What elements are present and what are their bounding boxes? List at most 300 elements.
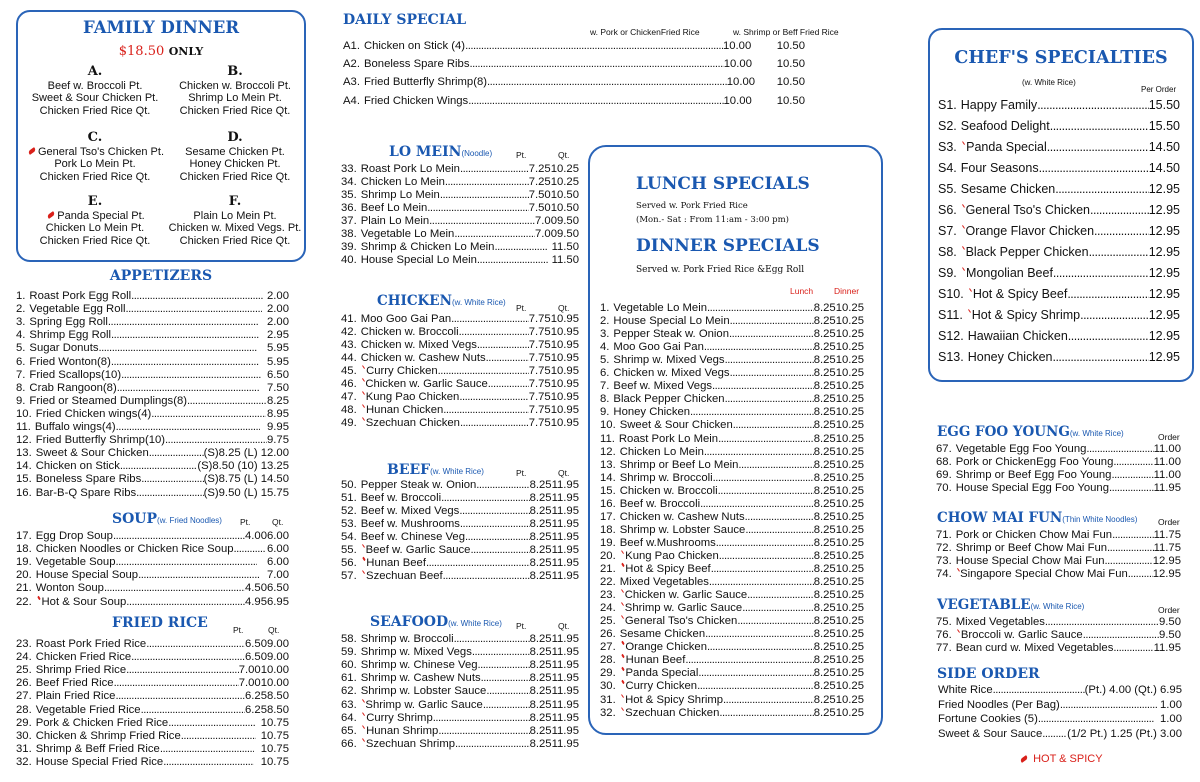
item-number: 72. <box>936 541 952 554</box>
item-price: 12.95 <box>1148 308 1180 322</box>
leader-dots <box>1045 616 1159 629</box>
menu-item-row <box>938 99 1180 112</box>
menu-item-row <box>341 202 579 215</box>
item-price: 10.25 <box>835 615 864 628</box>
item-name: Chicken & Shrimp Fried Rice <box>35 729 181 742</box>
item-name: Bar-B-Q Spare Ribs <box>35 486 137 499</box>
menu-item-row <box>16 460 289 473</box>
item-name: Hot & Spicy Shrimp <box>625 693 724 706</box>
item-name: Happy Family <box>960 98 1038 112</box>
item-price: 11.95 <box>551 492 579 504</box>
item-price: 12.95 <box>1148 203 1180 217</box>
item-price: (S)8.50 (10) 13.25 <box>197 460 289 473</box>
item-number: 4. <box>16 329 26 342</box>
menu-item-row <box>16 690 289 703</box>
item-number: 27. <box>600 641 616 654</box>
item-number: A2. <box>343 58 360 71</box>
soup-title <box>112 511 222 527</box>
item-price: 10.25 <box>835 406 864 419</box>
leader-dots <box>483 699 530 712</box>
family-option <box>20 66 170 117</box>
menu-item-row <box>16 369 289 382</box>
item-price: 10.95 <box>550 391 579 403</box>
item-price: 11.95 <box>551 633 579 645</box>
item-number: S10. <box>938 287 964 301</box>
item-number: 6. <box>16 355 26 368</box>
item-price: 11.95 <box>1153 481 1181 494</box>
item-price: 8.25 <box>529 492 552 504</box>
item-name: Shrimp & Beff Fried Rice <box>35 742 160 755</box>
item-name: Four Seasons <box>960 161 1039 175</box>
item-name: Beef w. Broccoli <box>360 492 442 504</box>
menu-item-row <box>938 351 1180 364</box>
item-name: Buffalo wings(4) <box>34 421 116 433</box>
item-price: 10.75 <box>260 755 289 768</box>
item-name: House Special Chow Mai Fun <box>955 554 1105 567</box>
item-number: 7. <box>16 368 26 381</box>
item-price: 8.25 <box>813 667 836 680</box>
family-option-line: Chicken Fried Rice Qt. <box>39 234 151 247</box>
item-price: 11.95 <box>551 479 579 491</box>
family-option-line: General Tso's Chicken Pt. <box>20 146 170 159</box>
item-price: 10.25 <box>835 393 864 406</box>
family-option-line: Sweet & Sour Chicken Pt. <box>31 92 159 104</box>
item-price: 7.75 <box>528 378 551 390</box>
item-price: (S)8.25 (L) 12.00 <box>203 447 289 460</box>
item-name: Plain Fried Rice <box>35 690 116 703</box>
item-number: 18. <box>16 543 32 556</box>
leader-dots <box>1086 443 1153 456</box>
chili-icon <box>362 557 366 561</box>
item-number: 17. <box>600 510 616 523</box>
item-number: 20. <box>600 549 616 562</box>
item-price: 8.25 <box>813 706 836 719</box>
fried-rice-title: FRIED RICE <box>112 615 208 631</box>
item-number: A3. <box>343 76 360 89</box>
menu-item-row <box>341 505 579 518</box>
item-number: 10. <box>600 419 616 432</box>
item-number: 71. <box>936 529 952 541</box>
item-name: Shrimp w. Garlic Sauce <box>624 602 743 615</box>
family-option-letter: B. <box>227 64 243 79</box>
leader-dots <box>115 690 245 703</box>
item-price: 10.25 <box>835 302 864 314</box>
item-number: 59. <box>341 646 357 659</box>
item-price: 10.50 <box>776 40 805 52</box>
vegetable-sub: (w. White Rice) <box>1030 602 1085 611</box>
item-number: 15. <box>600 484 616 497</box>
family-option <box>160 196 310 247</box>
item-number: 58. <box>341 633 357 645</box>
item-number: 49. <box>341 417 357 429</box>
leader-dots <box>707 302 814 315</box>
item-price: 4.00 <box>245 530 267 542</box>
item-price: 10.95 <box>550 365 579 377</box>
item-price: 8.25 <box>813 497 836 510</box>
item-price: 10.25 <box>550 176 579 188</box>
chili-icon <box>362 365 365 369</box>
item-price: 8.25 <box>813 523 836 536</box>
item-name: Wonton Soup <box>35 582 104 595</box>
leader-dots <box>993 684 1085 697</box>
menu-item-row <box>600 589 864 602</box>
item-name: Boneless Spare Ribs <box>363 58 470 71</box>
menu-item-row <box>341 712 579 725</box>
item-number: 38. <box>341 228 357 240</box>
item-price: 10.25 <box>835 484 864 497</box>
leader-dots <box>136 487 203 500</box>
family-option-line: Plain Lo Mein Pt. <box>193 209 277 222</box>
leader-dots <box>168 717 255 730</box>
item-price: 11.00 <box>1153 468 1181 481</box>
leader-dots <box>117 382 261 395</box>
item-price: 10.25 <box>550 163 579 175</box>
item-price: 8.25 <box>813 471 836 484</box>
seafood-col-pt: Pt. <box>516 621 527 631</box>
family-option <box>20 132 170 183</box>
item-price: 10.25 <box>835 419 864 432</box>
leader-dots <box>1042 728 1067 741</box>
item-price: 8.25 <box>529 724 552 737</box>
item-price: 10.95 <box>550 326 579 338</box>
chili-icon <box>362 417 365 421</box>
menu-item-row <box>600 694 864 707</box>
item-number: 6. <box>600 367 610 380</box>
leader-dots <box>730 315 814 328</box>
leader-dots <box>1055 183 1148 196</box>
item-name: Mongolian Beef <box>966 266 1053 280</box>
item-name: House Special Egg Foo Young <box>955 481 1109 494</box>
menu-item-row <box>341 352 579 365</box>
item-price: 10.25 <box>835 654 864 667</box>
leader-dots <box>1047 141 1149 154</box>
leader-dots <box>700 498 814 511</box>
beef-col-pt: Pt. <box>516 468 527 478</box>
item-name: Chicken Lo Mein <box>360 176 445 188</box>
item-number: 77. <box>936 641 952 654</box>
item-price: 7.75 <box>528 391 551 403</box>
item-price: 10.95 <box>550 313 579 325</box>
item-price: 8.25 <box>813 354 836 367</box>
leader-dots <box>488 378 529 391</box>
item-name: House Special Lo Mein <box>613 315 730 328</box>
leader-dots <box>438 365 529 378</box>
lo-mein-title-text: LO MEIN <box>389 144 462 160</box>
menu-item-row <box>600 680 864 693</box>
chicken-title <box>377 293 506 309</box>
menu-item-row <box>341 365 579 378</box>
item-name: Sesame Chicken <box>960 182 1056 196</box>
item-price: 12.95 <box>1148 350 1180 364</box>
item-number: 9. <box>600 406 610 419</box>
item-price: 10.50 <box>550 202 579 214</box>
item-price: 12.95 <box>1148 182 1180 196</box>
item-name: Honey Chicken <box>967 350 1053 364</box>
item-name: Vegetable Fried Rice <box>35 703 141 716</box>
item-price: 11.95 <box>551 646 579 659</box>
item-price: 8.25 <box>529 505 552 517</box>
item-number: 28. <box>600 654 616 667</box>
leader-dots <box>718 433 814 446</box>
item-number: 69. <box>936 468 952 481</box>
leader-dots <box>427 202 528 215</box>
item-number: S8. <box>938 245 957 259</box>
item-name: General Tso's Chicken <box>965 203 1091 217</box>
item-name: Roast Pork Egg Roll <box>29 290 132 302</box>
item-price: 11.95 <box>551 672 579 685</box>
item-name: Honey Chicken <box>613 406 691 419</box>
item-price: 8.50 <box>267 690 289 703</box>
item-number: 5. <box>16 342 26 355</box>
menu-item-row <box>341 544 579 557</box>
menu-item-row <box>16 756 289 769</box>
item-name: Beef w. Mushrooms <box>360 518 460 530</box>
egg-foo-young-sub: (w. White Rice) <box>1069 429 1124 438</box>
menu-item-row <box>16 596 289 609</box>
menu-item-row <box>16 356 289 369</box>
item-price: 10.50 <box>776 76 805 89</box>
chili-icon <box>362 391 365 395</box>
daily-col-1: w. Pork or ChickenFried Rice <box>590 27 700 37</box>
menu-item-row <box>341 672 579 685</box>
item-price: 10.50 <box>776 94 805 107</box>
leader-dots <box>745 524 813 537</box>
item-price: 8.25 <box>813 393 836 406</box>
leader-dots <box>468 95 723 108</box>
item-price: 8.25 <box>529 544 552 556</box>
item-price: 11.95 <box>551 544 579 556</box>
menu-item-row <box>936 555 1181 568</box>
family-option-letter: A. <box>87 64 103 79</box>
item-name: House Special Lo Mein <box>360 254 477 266</box>
item-name: Vegetable Lo Mein <box>360 228 455 240</box>
item-name: Beef w. Garlic Sauce <box>365 544 471 556</box>
leader-dots <box>120 460 197 473</box>
family-dinner-price: $18.50 <box>118 44 165 59</box>
item-number: 21. <box>16 582 32 595</box>
chili-icon <box>969 288 972 292</box>
menu-item-row <box>16 651 289 664</box>
chili-icon <box>621 615 624 619</box>
item-price: 11.95 <box>551 557 579 569</box>
item-name: Panda Special <box>625 667 699 680</box>
item-price: 7.00 <box>238 664 261 677</box>
item-price: 1.00 <box>1160 713 1182 726</box>
menu-item-row <box>936 469 1181 482</box>
item-price: 7.50 <box>528 202 551 214</box>
item-name: Fried Chicken wings(4) <box>35 407 152 420</box>
menu-item-row <box>600 563 864 576</box>
leader-dots <box>116 421 261 434</box>
chefs-sub: (w. White Rice) <box>1022 78 1076 87</box>
item-price: 11.00 <box>1153 455 1181 468</box>
menu-item-row <box>936 616 1181 629</box>
item-price: 7.50 <box>528 189 551 201</box>
leader-dots <box>459 391 528 404</box>
family-option-letter: E. <box>87 194 103 209</box>
item-price: 10.25 <box>835 315 864 328</box>
item-price: 10.50 <box>776 58 805 71</box>
item-price: 10.25 <box>835 341 864 354</box>
item-price: 8.25 <box>813 315 836 328</box>
item-name: Fried Butterfly Shrimp(10) <box>35 434 166 447</box>
item-number: 31. <box>600 693 616 706</box>
item-number: 34. <box>341 176 357 188</box>
item-price: (1/2 Pt.) 1.25 (Pt.) 3.00 <box>1067 727 1182 740</box>
item-price <box>257 556 267 569</box>
dinner-col: Dinner <box>834 286 860 296</box>
leader-dots <box>1089 246 1149 259</box>
item-price: 8.25 <box>813 576 836 589</box>
leader-dots <box>146 638 245 651</box>
soup-title-text: SOUP <box>112 511 158 527</box>
menu-item-row <box>16 434 289 447</box>
family-option-line: Chicken Fried Rice Qt. <box>179 170 291 183</box>
family-option-line: Chicken w. Mixed Vegs. Pt. <box>168 222 302 234</box>
item-number: 47. <box>341 391 357 403</box>
chefs-title: CHEF'S SPECIALTIES <box>954 48 1168 68</box>
item-price: 7.75 <box>528 313 551 325</box>
menu-item-row <box>938 246 1180 259</box>
menu-item-row <box>938 162 1180 175</box>
menu-item-row <box>938 288 1180 301</box>
leader-dots <box>165 434 267 447</box>
item-number: 67. <box>936 443 952 455</box>
item-price: 8.25 <box>813 458 836 471</box>
item-price: 6.50 <box>267 368 289 381</box>
item-name: Shrimp or Beef Chow Mai Fun <box>955 541 1108 554</box>
family-dinner-price-note: ONLY <box>168 45 204 58</box>
menu-item-row <box>16 543 289 556</box>
leader-dots <box>116 556 258 569</box>
item-name: Hot & Sour Soup <box>41 595 127 608</box>
item-price: 8.25 <box>267 394 289 407</box>
item-name: Hot & Spicy Beef <box>625 563 711 575</box>
menu-item-row <box>938 183 1180 196</box>
item-price: 10.25 <box>835 497 864 510</box>
item-name: Fried or Steamed Dumplings(8) <box>29 394 188 407</box>
item-price: 7.00 <box>535 228 557 240</box>
item-number: 18. <box>600 523 616 536</box>
item-price: 8.25 <box>813 302 836 314</box>
item-price: 11.00 <box>1153 443 1181 455</box>
item-price: 7.75 <box>528 404 551 416</box>
item-price: 11.95 <box>551 737 579 750</box>
item-number: 29. <box>16 716 32 729</box>
chili-icon <box>962 225 965 229</box>
item-price: 10.25 <box>835 367 864 380</box>
item-price: 8.95 <box>267 407 289 420</box>
item-name: Shrimp w. Chinese Veg <box>360 659 478 672</box>
item-name: Spring Egg Roll <box>29 316 108 329</box>
item-number: S13. <box>938 350 964 364</box>
leader-dots <box>718 485 814 498</box>
item-price: 10.25 <box>835 536 864 549</box>
item-price: 4.50 <box>245 582 267 595</box>
item-price: 5.95 <box>267 342 289 355</box>
item-price: 8.25 <box>813 380 836 393</box>
leader-dots <box>459 505 529 518</box>
leader-dots <box>438 725 529 738</box>
menu-item-row <box>600 511 864 524</box>
leader-dots <box>742 602 814 615</box>
leader-dots <box>108 316 259 329</box>
item-price: 14.50 <box>1148 161 1180 175</box>
menu-item-row <box>341 215 579 228</box>
item-number: 8. <box>16 381 26 394</box>
item-name: Fried Scallops(10) <box>29 368 122 381</box>
item-number: 10. <box>16 407 32 420</box>
item-price: 8.50 <box>267 703 289 716</box>
item-price: 10.75 <box>260 716 289 729</box>
leader-dots <box>472 646 530 659</box>
seafood-sub: (w. White Rice) <box>448 619 502 628</box>
item-price: 8.25 <box>813 432 836 445</box>
chili-icon <box>37 595 41 599</box>
item-number: 24. <box>600 602 616 615</box>
dinner-note: Served w. Pork Fried Rice &Egg Roll <box>636 265 805 275</box>
item-price: 6.00 <box>267 543 289 556</box>
item-number: S1. <box>938 98 957 112</box>
item-name: Orange Chicken <box>625 641 707 654</box>
item-name: Szechuan Chicken <box>365 417 460 429</box>
item-name: Chicken w. Cashew Nuts <box>360 352 486 364</box>
item-number: A4. <box>343 94 360 107</box>
item-number: 26. <box>16 677 32 690</box>
leader-dots <box>1105 555 1153 568</box>
item-name: House Special Fried Rice <box>35 755 164 768</box>
item-price: 6.50 <box>267 582 289 595</box>
family-option-letter: C. <box>87 130 103 145</box>
leader-dots <box>704 341 814 354</box>
menu-item-row <box>600 419 864 432</box>
leader-dots <box>486 685 529 698</box>
item-price: 10.00 <box>260 664 289 677</box>
soup-col-qt: Qt. <box>272 517 284 527</box>
item-price: 10.00 <box>722 40 752 52</box>
item-price: 1.00 <box>1160 698 1182 711</box>
item-number: S2. <box>938 119 957 133</box>
item-name: Fried Butterfly Shrimp(8) <box>363 76 488 89</box>
item-price: 8.25 <box>529 659 552 672</box>
item-name: Kung Pao Chicken <box>625 549 719 562</box>
menu-item-row <box>600 446 864 459</box>
item-price: 6.95 <box>267 595 289 608</box>
item-price: 8.25 <box>529 557 552 569</box>
menu-item-row <box>16 556 289 569</box>
menu-item-row <box>343 76 805 89</box>
item-name: Black Pepper Chicken <box>613 393 725 406</box>
menu-item-row <box>343 40 805 53</box>
item-price: 10.25 <box>835 354 864 367</box>
item-price: 8.25 <box>813 602 836 615</box>
item-price: 10.25 <box>835 471 864 484</box>
menu-item-row <box>341 492 579 505</box>
item-price: 10.25 <box>835 667 864 680</box>
menu-item-row <box>938 267 1180 280</box>
leader-dots <box>1052 351 1148 364</box>
item-price: 8.25 <box>529 737 552 750</box>
leader-dots <box>126 303 262 316</box>
item-name: Shrimp w. Cashew Nuts <box>360 672 481 685</box>
menu-item-row <box>341 163 579 176</box>
leader-dots <box>113 530 245 543</box>
leader-dots <box>478 659 530 672</box>
menu-item-row <box>600 498 864 511</box>
item-price: 12.95 <box>1148 245 1180 259</box>
item-price: 10.25 <box>835 458 864 471</box>
item-name: Shrimp w. Mixed Vegs <box>613 354 725 367</box>
